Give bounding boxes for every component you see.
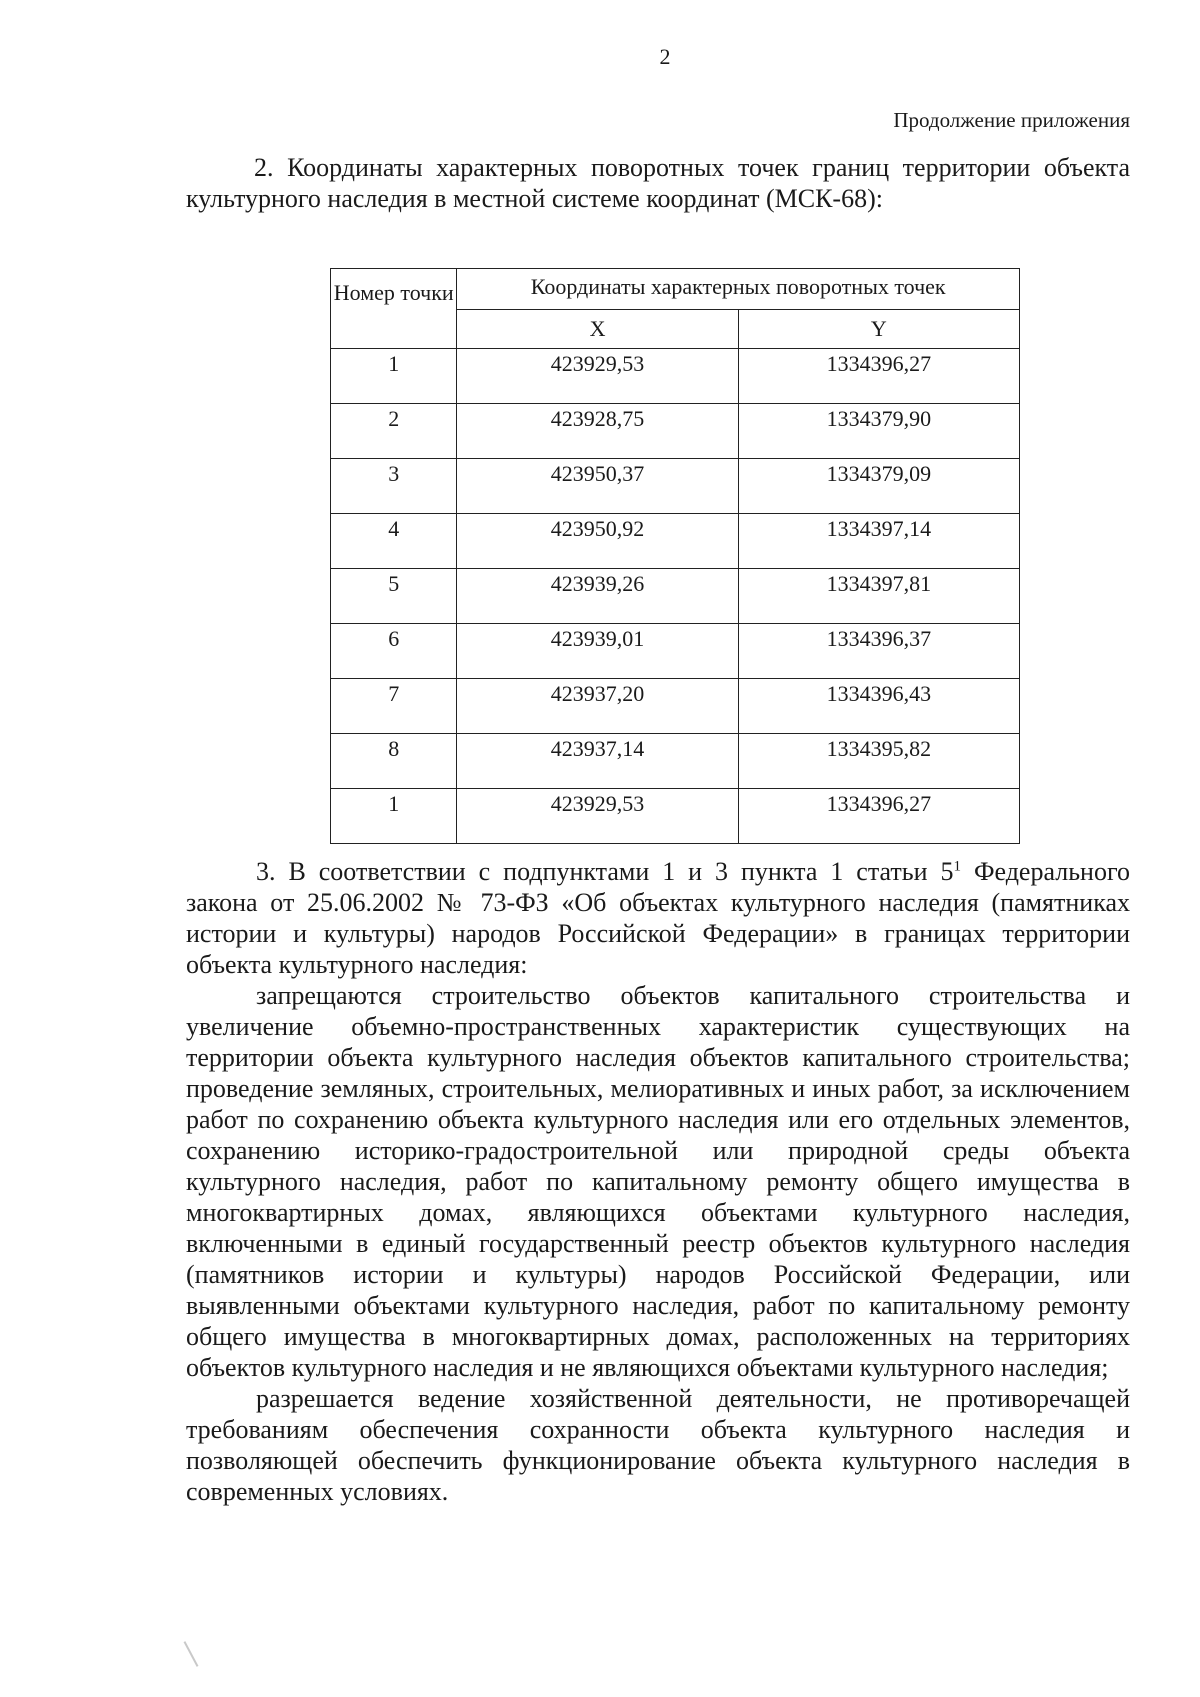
y-coordinate-cell: 1334396,43 [738,679,1019,734]
x-coordinate-cell: 423939,01 [457,624,738,679]
x-coordinate-cell: 423929,53 [457,789,738,844]
point-number-cell: 2 [331,404,457,459]
section-2-heading: 2. Координаты характерных поворотных точек границ территории объекта культурного наследия в местной системе координат (МСК-68): [186,153,1130,213]
table-row [331,459,1020,514]
point-number-cell: 3 [331,459,457,514]
y-coordinate-cell: 1334397,14 [738,514,1019,569]
y-coordinate-cell: 1334379,09 [738,459,1019,514]
point-number-cell: 6 [331,624,457,679]
x-coordinate-cell: 423929,53 [457,349,738,404]
section-3 [186,856,1130,1507]
table-row [331,624,1020,679]
header-x: X [457,310,738,349]
point-number-cell: 1 [331,349,457,404]
header-y: Y [738,310,1019,349]
section-2 [186,152,1130,214]
x-coordinate-cell: 423937,14 [457,734,738,789]
point-number-cell: 4 [331,514,457,569]
coordinates-table [330,268,1020,844]
section-3-intro-end: Федерального закона от 25.06.2002 № 73-ФЗ «Об объектах культурного наследия (памятниках истории и культуры) народов Российской Федерации» в границах территории объекта культурного наследия: [186,857,1130,979]
section-3-intro [186,856,1130,980]
x-coordinate-cell: 423950,92 [457,514,738,569]
point-number-cell: 7 [331,679,457,734]
x-coordinate-cell: 423928,75 [457,404,738,459]
table-row [331,734,1020,789]
article-superscript: 1 [953,858,961,875]
table-row [331,349,1020,404]
y-coordinate-cell: 1334396,37 [738,624,1019,679]
table-row [331,789,1020,844]
x-coordinate-cell: 423937,20 [457,679,738,734]
table-row [331,404,1020,459]
y-coordinate-cell: 1334396,27 [738,349,1019,404]
point-number-cell: 5 [331,569,457,624]
section-3-intro-start: 3. В соответствии с подпунктами 1 и 3 пункта 1 статьи 5 [256,857,954,886]
point-number-cell: 1 [331,789,457,844]
point-number-cell: 8 [331,734,457,789]
y-coordinate-cell: 1334379,90 [738,404,1019,459]
page-number: 2 [659,44,671,69]
table-row [331,514,1020,569]
prohibitions-paragraph: запрещаются строительство объектов капитального строительства и увеличение объемно-пространственных характеристик существующих на территории объекта культурного наследия объектов капитального строительства; проведение земляных, строительных, мелиоративных и иных работ, за исключением работ по сохранению объекта культурного наследия или его отдельных элементов, сохранению историко-градостроительной или природной среды объекта культурного наследия, работ по капитальному ремонту общего имущества в многоквартирных домах, являющихся объектами культурного наследия, включенными в единый государственный реестр объектов культурного наследия (памятников истории и культуры) народов Российской Федерации, или выявленными объектами культурного наследия, работ по капитальному ремонту общего имущества в многоквартирных домах, расположенных на территориях объектов культурного наследия и не являющихся объектами культурного наследия; [186,981,1130,1382]
permissions-paragraph: разрешается ведение хозяйственной деятельности, не противоречащей требованиям обеспечения сохранности объекта культурного наследия и позволяющей обеспечить функционирование объекта культурного наследия в современных условиях. [186,1384,1130,1506]
y-coordinate-cell: 1334396,27 [738,789,1019,844]
continuation-label: Продолжение приложения [893,108,1130,132]
x-coordinate-cell: 423939,26 [457,569,738,624]
header-coordinates-group: Координаты характерных поворотных точек [457,269,1020,310]
scan-artifact [184,1641,199,1667]
table-row [331,569,1020,624]
table-row [331,679,1020,734]
x-coordinate-cell: 423950,37 [457,459,738,514]
header-point-number: Номер точки [331,269,457,349]
y-coordinate-cell: 1334395,82 [738,734,1019,789]
table-header-row [331,269,1020,310]
y-coordinate-cell: 1334397,81 [738,569,1019,624]
